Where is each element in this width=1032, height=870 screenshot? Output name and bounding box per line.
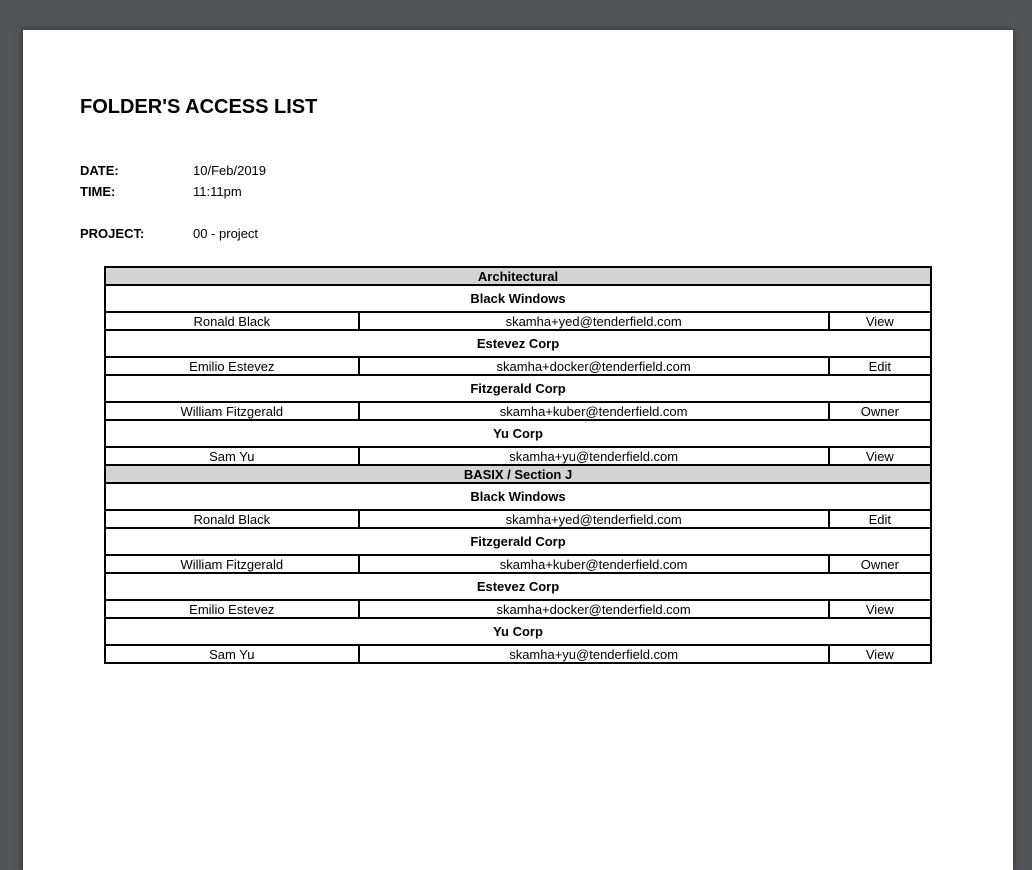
access-level-cell: View <box>829 447 931 465</box>
table-row <box>105 357 931 375</box>
user-email-cell: skamha+yu@tenderfield.com <box>359 645 829 663</box>
access-level-cell: Edit <box>829 357 931 375</box>
user-email-cell: skamha+yu@tenderfield.com <box>359 447 829 465</box>
access-level-cell: Edit <box>829 510 931 528</box>
table-row <box>105 510 931 528</box>
company-row <box>105 483 931 510</box>
table-row <box>105 555 931 573</box>
company-row <box>105 618 931 645</box>
company-row <box>105 420 931 447</box>
company-name: Yu Corp <box>105 618 931 645</box>
section-name: BASIX / Section J <box>105 465 931 483</box>
company-row <box>105 528 931 555</box>
document-page <box>23 30 1013 870</box>
table-row <box>105 600 931 618</box>
access-level-cell: View <box>829 600 931 618</box>
user-name-cell: William Fitzgerald <box>105 555 359 573</box>
company-name: Black Windows <box>105 285 931 312</box>
user-name-cell: Ronald Black <box>105 510 359 528</box>
company-row <box>105 330 931 357</box>
user-name-cell: Emilio Estevez <box>105 600 359 618</box>
access-level-cell: Owner <box>829 402 931 420</box>
company-row <box>105 573 931 600</box>
user-email-cell: skamha+docker@tenderfield.com <box>359 600 829 618</box>
project-label: PROJECT: <box>80 226 145 241</box>
user-name-cell: Emilio Estevez <box>105 357 359 375</box>
project-row <box>80 226 258 241</box>
access-table-body <box>105 267 931 663</box>
company-name: Fitzgerald Corp <box>105 375 931 402</box>
user-name-cell: Ronald Black <box>105 312 359 330</box>
company-name: Estevez Corp <box>105 573 931 600</box>
date-row <box>80 163 266 178</box>
user-name-cell: William Fitzgerald <box>105 402 359 420</box>
user-name-cell: Sam Yu <box>105 645 359 663</box>
company-row <box>105 285 931 312</box>
company-row <box>105 375 931 402</box>
user-email-cell: skamha+docker@tenderfield.com <box>359 357 829 375</box>
time-value: 11:11pm <box>193 184 242 199</box>
date-label: DATE: <box>80 163 119 178</box>
user-email-cell: skamha+yed@tenderfield.com <box>359 312 829 330</box>
section-header-row <box>105 465 931 483</box>
company-name: Yu Corp <box>105 420 931 447</box>
section-header-row <box>105 267 931 285</box>
access-table <box>104 266 932 664</box>
access-level-cell: Owner <box>829 555 931 573</box>
user-email-cell: skamha+yed@tenderfield.com <box>359 510 829 528</box>
time-row <box>80 184 242 199</box>
date-value: 10/Feb/2019 <box>193 163 267 178</box>
table-row <box>105 312 931 330</box>
user-email-cell: skamha+kuber@tenderfield.com <box>359 555 829 573</box>
company-name: Fitzgerald Corp <box>105 528 931 555</box>
page-title: FOLDER'S ACCESS LIST <box>80 96 318 118</box>
company-name: Black Windows <box>105 483 931 510</box>
table-row <box>105 645 931 663</box>
table-row <box>105 402 931 420</box>
access-level-cell: View <box>829 312 931 330</box>
project-value: 00 - project <box>193 226 259 241</box>
user-email-cell: skamha+kuber@tenderfield.com <box>359 402 829 420</box>
access-level-cell: View <box>829 645 931 663</box>
section-name: Architectural <box>105 267 931 285</box>
table-row <box>105 447 931 465</box>
company-name: Estevez Corp <box>105 330 931 357</box>
time-label: TIME: <box>80 184 116 199</box>
user-name-cell: Sam Yu <box>105 447 359 465</box>
